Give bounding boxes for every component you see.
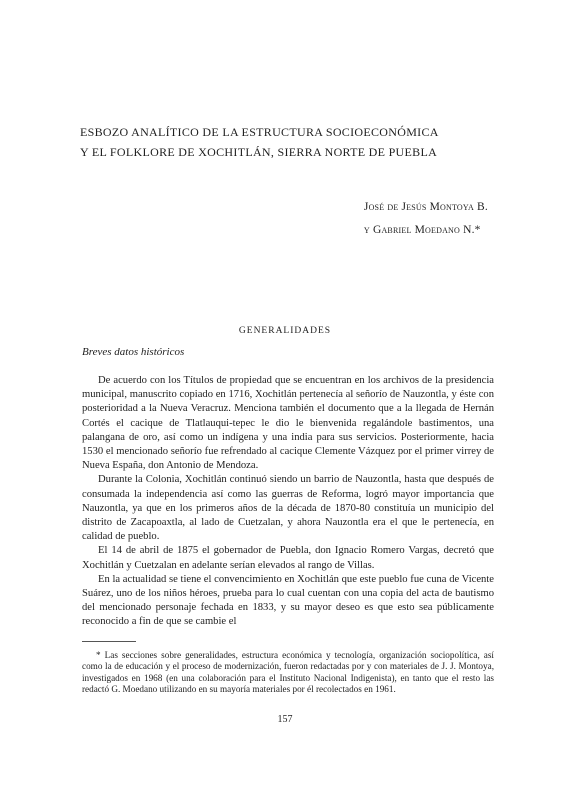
subsection-heading: Breves datos históricos bbox=[82, 346, 185, 358]
article-authors bbox=[364, 196, 488, 242]
paragraph: En la actualidad se tiene el convencimiento en Xochitlán que este pueblo fue cuna de Vicente Suárez, uno de los niños héroes, prueba para lo cual cuentan con una copia del acta de bautismo del mencionado personaje fechada en 1833, y su mayor deseo es que esto sea públicamente reconocido a fin de que se cambie el bbox=[82, 573, 494, 628]
paragraph: Durante la Colonia, Xochitlán continuó siendo un barrio de Nauzontla, hasta que después de consumada la independencia así como las guerras de Reforma, logró mayor importancia que Nauzontla, ya que en los primeros años de la década de 1870-80 constituía un municipio del distrito de Zacapoaxtla, al lado de Cuetzalan, y ahora Nauzontla era el que le pertenecía, en calidad de pueblo. bbox=[82, 474, 494, 543]
title-line: Y EL FOLKLORE DE XOCHITLÁN, SIERRA NORTE DE PUEBLA bbox=[80, 145, 438, 159]
paragraph: El 14 de abril de 1875 el gobernador de Puebla, don Ignacio Romero Vargas, decretó que Xochitlán y Cuetzalan en adelante serían elevados al rango de Villas. bbox=[82, 545, 494, 571]
footnote: * Las secciones sobre generalidades, estructura económica y tecnología, organización sociopolítica, así como la de educación y el proceso de modernización, fueron redactadas por y con materiales de J. J. Montoya, investigados en 1968 (en una colaboración para el Instituto Nacional Indigenista), en tanto que el resto las redactó G. Moedano utilizando en su mayoría materiales por él recolectados en 1961. bbox=[82, 650, 494, 695]
article-title bbox=[80, 122, 500, 162]
section-heading: GENERALIDADES bbox=[238, 326, 332, 336]
paragraph: De acuerdo con los Títulos de propiedad que se encuentran en los archivos de la presidencia municipal, manuscrito copiado en 1716, Xochitlán pertenecía al señorío de Nauzontla, y éste con posterioridad a la Nueva Veracruz. Menciona también el documento que a la llegada de Hernán Cortés el cacique de Tlatlauqui-tepec le dio le bienvenida regalándole bastimentos, una palangana de oro, así como un indígena y una india para sus servicios. Posteriormente, hacia 1530 el mencionado señorío fue refrendado al cacique Clemente Vázquez por el primer virrey de Nueva España, don Antonio de Mendoza. bbox=[82, 375, 494, 472]
page-number: 157 bbox=[277, 714, 293, 725]
author-line: y Gabriel Moedano N.* bbox=[363, 224, 481, 236]
footnote-divider bbox=[82, 641, 136, 642]
body-text bbox=[82, 374, 494, 630]
title-line: ESBOZO ANALÍTICO DE LA ESTRUCTURA SOCIOECONÓMICA bbox=[80, 125, 439, 139]
author-line: José de Jesús Montoya B. bbox=[363, 201, 488, 213]
